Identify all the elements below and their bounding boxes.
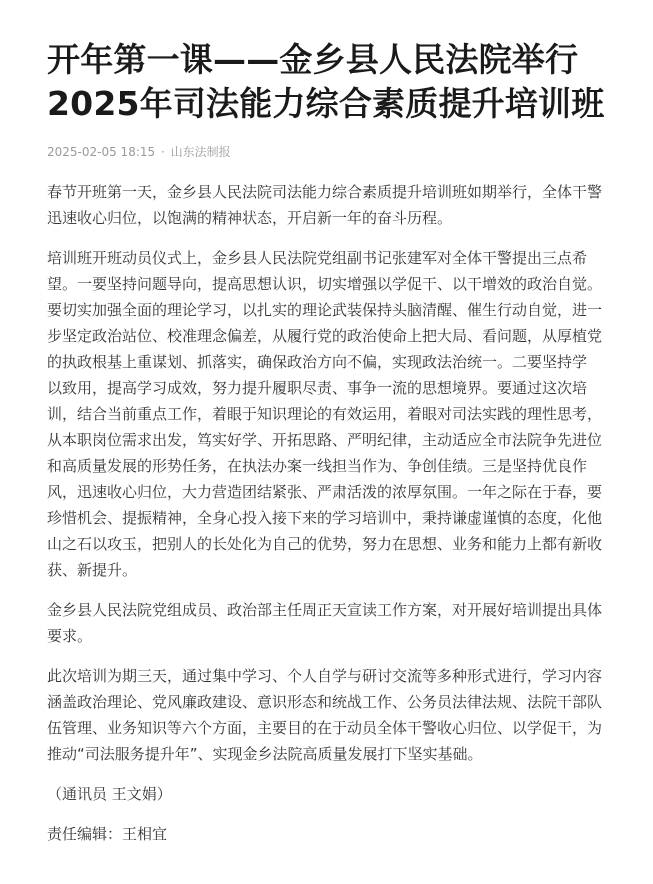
meta-separator: ·: [160, 145, 165, 159]
paragraph-line: 培训班开班动员仪式上，金乡县人民法院党组副书记张建军对全体干警提出三点希: [47, 249, 588, 267]
article-paragraph: [47, 663, 626, 767]
paragraph-line: 山之石以攻玉，把别人的长处化为自己的优势，努力在思想、业务和能力上都有新收: [47, 535, 603, 553]
paragraph-line: 获、新提升。: [47, 561, 138, 579]
paragraph-line: 望。一要坚持问题导向，提高思想认识，切实增强以学促干、以干增效的政治自觉。: [47, 275, 603, 293]
paragraph-line: 风，迅速收心归位，大力营造团结紧张、严肃活泼的浓厚氛围。一年之际在于春，要: [47, 483, 603, 501]
paragraph-line: 涵盖政治理论、党风廉政建设、意识形态和统战工作、公务员法律法规、法院干部队: [47, 693, 603, 711]
paragraph-line: 珍惜机会、提振精神，全身心投入接下来的学习培训中，秉持谦虚谨慎的态度，化他: [47, 509, 603, 527]
paragraph-line: 推动“司法服务提升年”、实现金乡法院高质量发展打下坚实基础。: [47, 745, 483, 763]
article-title: [47, 38, 626, 126]
paragraph-line: 春节开班第一天，金乡县人民法院司法能力综合素质提升培训班如期举行，全体干警: [47, 183, 603, 201]
article-title-line: 开年第一课——金乡县人民法院举行: [47, 40, 579, 79]
article-meta: [47, 143, 626, 161]
paragraph-line: 此次培训为期三天，通过集中学习、个人自学与研讨交流等多种形式进行，学习内容: [47, 667, 603, 685]
article-paragraph: [47, 245, 626, 583]
article-body: [47, 179, 626, 847]
publish-date: 2025-02-05 18:15: [47, 145, 156, 159]
article-paragraph: [47, 597, 626, 649]
paragraph-line: 以致用，提高学习成效，努力提升履职尽责、事争一流的思想境界。要通过这次培: [47, 379, 588, 397]
paragraph-line: 要切实加强全面的理论学习，以扎实的理论武装保持头脑清醒、催生行动自觉，进一: [47, 301, 603, 319]
paragraph-line: 步坚定政治站位、校准理念偏差，从履行党的政治使命上把大局、看问题，从厚植党: [47, 327, 603, 345]
paragraph-line: 要求。: [47, 627, 93, 645]
paragraph-line: 训，结合当前重点工作，着眼于知识理论的有效运用，着眼对司法实践的理性思考，: [47, 405, 603, 423]
paragraph-line: 和高质量发展的形势任务，在执法办案一线担当作为、争创佳绩。三是坚持优良作: [47, 457, 588, 475]
paragraph-line: 伍管理、业务知识等六个方面，主要目的在于动员全体干警收心归位、以学促干，为: [47, 719, 603, 737]
article-source[interactable]: 山东法制报: [170, 145, 231, 159]
article-paragraph: [47, 179, 626, 231]
responsible-editor: 责任编辑：王相宜: [47, 825, 168, 843]
paragraph-line: 迅速收心归位，以饱满的精神状态，开启新一年的奋斗历程。: [47, 209, 453, 227]
paragraph-line: 金乡县人民法院党组成员、政治部主任周正天宣读工作方案，对开展好培训提出具体: [47, 601, 603, 619]
article-title-line: 2025年司法能力综合素质提升培训班: [47, 84, 605, 123]
paragraph-line: 的执政根基上重谋划、抓落实，确保政治方向不偏，实现政法治统一。二要坚持学: [47, 353, 588, 371]
paragraph-line: 从本职岗位需求出发，笃实好学、开拓思路、严明纪律，主动适应全市法院争先进位: [47, 431, 603, 449]
correspondent-credit: （通讯员 王文娟）: [47, 785, 172, 803]
